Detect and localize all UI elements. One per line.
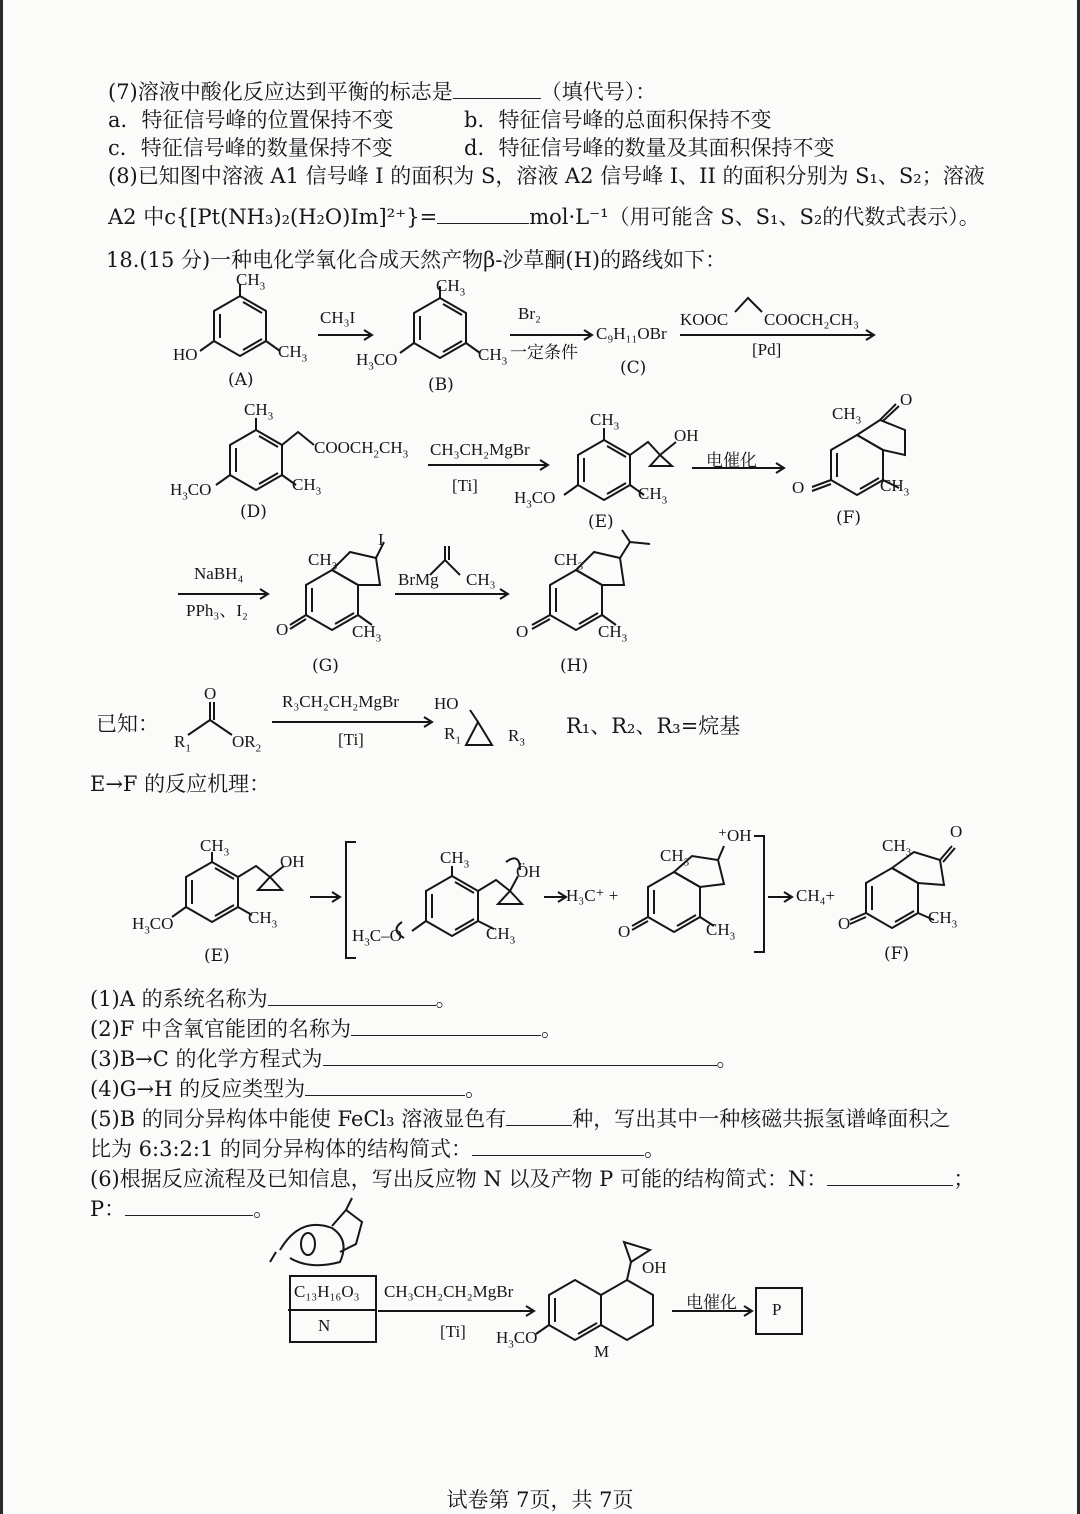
reagent-br2: Br₂ xyxy=(518,304,541,323)
known-cyclopropanol xyxy=(466,710,492,745)
n-formula: C₁₃H₁₆O₃ xyxy=(294,1282,360,1301)
known-ester xyxy=(188,702,232,735)
question-2: (2)F 中含氧官能团的名称为 。 xyxy=(90,1017,562,1041)
mechanism-title: E→F 的反应机理： xyxy=(90,772,271,796)
known-ti: [Ti] xyxy=(338,730,364,749)
known-note: R₁、R₂、R₃=烷基 xyxy=(566,714,741,738)
ch3-label: $CH_3$ xyxy=(660,846,690,869)
o-label: O xyxy=(204,684,217,703)
answer-blank-1[interactable] xyxy=(268,985,436,1006)
q17-8-expression: A2 中c{[Pt(NH₃)₂(H₂O)Im]²⁺}= xyxy=(108,205,438,229)
question-5-text: (5)B 的同分异构体中能使 FeCl₃ 溶液显色有 xyxy=(90,1107,507,1131)
q6-ti: [Ti] xyxy=(440,1322,466,1341)
reagent-condition: 一定条件 xyxy=(510,343,578,362)
ch3-label: $CH_3$ xyxy=(832,404,862,427)
ho-label: HO xyxy=(434,694,459,713)
reagent-pph3-i2: PPh₃、I₂ xyxy=(186,601,248,620)
reagent-nabh4: NaBH₄ xyxy=(194,564,244,583)
option-d: d．特征信号峰的数量及其面积保持不变 xyxy=(464,136,835,160)
label-h: (H) xyxy=(560,656,589,676)
h3co-label: $H_3CO$ xyxy=(496,1328,538,1351)
oh-label: OH xyxy=(642,1258,667,1277)
q18-title: 18.(15 分)一种电化学氧化合成天然产物β-沙草酮(H)的路线如下： xyxy=(106,248,727,272)
ch3-label: $CH_3$ xyxy=(244,400,274,423)
reagent-kooc: KOOC xyxy=(680,310,729,329)
h3co-label: $H_3CO$ xyxy=(170,480,212,503)
label-f: (F) xyxy=(836,508,862,528)
ch3-label: $CH_3$ xyxy=(278,342,308,365)
structure-a xyxy=(200,284,280,356)
structure-m xyxy=(536,1242,653,1340)
ch3-label: $CH_3$ xyxy=(440,848,470,871)
ch3-label: $CH_3$ xyxy=(486,924,516,947)
ch3-label: $CH_3$ xyxy=(292,475,322,498)
label-g: (G) xyxy=(312,656,339,676)
o-label: O xyxy=(516,622,529,641)
i-label: I xyxy=(378,530,384,549)
ch3-label: $CH_3$ xyxy=(598,622,628,645)
option-b: b．特征信号峰的总面积保持不变 xyxy=(464,108,772,132)
question-3: (3)B→C 的化学方程式为 。 xyxy=(90,1047,738,1071)
answer-blank-4[interactable] xyxy=(305,1075,465,1096)
cooch2ch3-label: $COOCH_2CH_3$ xyxy=(314,438,409,461)
question-6-text: (6)根据反应流程及已知信息，写出反应物 N 以及产物 P 可能的结构简式：N： xyxy=(90,1167,828,1191)
label-f-mech: (F) xyxy=(884,944,910,964)
ch3-label: $CH_3$ xyxy=(638,484,668,507)
question-6-line2: P： 。 xyxy=(90,1197,275,1221)
reagent-etmgbr: CH₃CH₂MgBr xyxy=(430,440,530,459)
methyl-cation: H₃C⁺ + xyxy=(566,886,619,905)
o-label: O xyxy=(950,822,963,841)
option-a: a．特征信号峰的位置保持不变 xyxy=(108,108,394,132)
answer-blank-6n[interactable] xyxy=(827,1165,953,1186)
question-4-text: (4)G→H 的反应类型为 xyxy=(90,1077,306,1101)
structure-h xyxy=(532,530,650,630)
question-2-text: (2)F 中含氧官能团的名称为 xyxy=(90,1017,351,1041)
h3co-label: $H_3CO$ xyxy=(356,350,398,373)
answer-blank-5b[interactable] xyxy=(472,1135,644,1156)
h3co-label: $H_3CO$ xyxy=(132,914,174,937)
r3-label: $R_3$ xyxy=(508,726,525,749)
reagent-ch3i: CH₃I xyxy=(320,308,356,327)
q17-7-text: (7)溶液中酸化反应达到平衡的标志是 xyxy=(108,80,453,104)
answer-blank-6p[interactable] xyxy=(125,1195,253,1216)
question-1: (1)A 的系统名称为 。 xyxy=(90,987,457,1011)
question-5-text-2: 种，写出其中一种核磁共振氢谱峰面积之 xyxy=(572,1107,951,1131)
compound-c-formula: C₉H₁₁OBr xyxy=(596,324,667,343)
ch3-label: $CH_3$ xyxy=(248,908,278,931)
question-5 xyxy=(90,1105,950,1133)
q17-8-tail: mol·L⁻¹（用可能含 S、S₁、S₂的代数式表示）。 xyxy=(529,205,980,229)
m-label: M xyxy=(594,1342,610,1361)
h3co-label: $H_3CO$ xyxy=(514,488,556,511)
oh-plus-label: ⁺OH xyxy=(718,826,752,845)
known-label: 已知： xyxy=(96,712,159,736)
reagent-electrocatalysis: 电催化 xyxy=(706,451,757,470)
o-label: O xyxy=(900,390,913,409)
sketch-doodle xyxy=(270,1198,362,1265)
ch3-label: $CH_3$ xyxy=(706,920,736,943)
or2-label: $OR_2$ xyxy=(232,732,262,755)
q17-8-line: (8)已知图中溶液 A1 信号峰 I 的面积为 S，溶液 A2 信号峰 I、II 的面积分别为 S₁、S₂；溶液 xyxy=(108,164,985,188)
ch3-label: $CH_3$ xyxy=(880,476,910,499)
reagent-ch3: CH₃ xyxy=(466,570,496,589)
ch3-label: $CH_3$ xyxy=(882,836,912,859)
r1-label: $R_1$ xyxy=(174,732,191,755)
methane: CH₄+ xyxy=(796,886,836,905)
r1-label: $R_1$ xyxy=(444,724,461,747)
o-label: O xyxy=(276,620,289,639)
ho-label: HO xyxy=(173,345,198,364)
ch3-label: $CH_3$ xyxy=(478,345,508,368)
reagent-ester: COOCH₂CH₃ xyxy=(764,310,859,329)
question-4: (4)G→H 的反应类型为 。 xyxy=(90,1077,487,1101)
h3c-o-label: $H_3C-O$ xyxy=(352,926,402,949)
label-e: (E) xyxy=(588,512,614,532)
ch3-label: $CH_3$ xyxy=(352,622,382,645)
answer-blank-5a[interactable] xyxy=(506,1105,572,1126)
ch3-label: $CH_3$ xyxy=(200,836,230,859)
p-label: P xyxy=(772,1300,782,1319)
q6-reagent: CH₃CH₂CH₂MgBr xyxy=(384,1282,514,1301)
question-3-text: (3)B→C 的化学方程式为 xyxy=(90,1047,323,1071)
q6-electro: 电催化 xyxy=(686,1293,737,1312)
question-6-p-text: P： xyxy=(90,1197,126,1221)
ch3-label: $CH_3$ xyxy=(590,410,620,433)
label-a: (A) xyxy=(228,370,254,390)
page-footer: 试卷第 7页，共 7页 xyxy=(446,1488,634,1512)
oh-label: OH xyxy=(674,426,699,445)
option-c: c．特征信号峰的数量保持不变 xyxy=(108,136,393,160)
question-6: (6)根据反应流程及已知信息，写出反应物 N 以及产物 P 可能的结构简式：N： ； xyxy=(90,1167,975,1191)
ch3-label: $CH_3$ xyxy=(928,908,958,931)
ch3-label: $CH_3$ xyxy=(236,270,266,293)
reagent-brmg: BrMg xyxy=(398,570,439,589)
oh-label: OH xyxy=(280,852,305,871)
label-d: (D) xyxy=(240,502,267,522)
question-1-text: (1)A 的系统名称为 xyxy=(90,987,268,1011)
reagent-pd: [Pd] xyxy=(752,340,782,359)
label-e-mech: (E) xyxy=(204,946,230,966)
n-label: N xyxy=(318,1316,331,1335)
ch3-label: $CH_3$ xyxy=(308,550,338,573)
label-b: (B) xyxy=(428,375,454,395)
o-label: O xyxy=(792,478,805,497)
known-reagent: R₃CH₂CH₂MgBr xyxy=(282,692,399,711)
label-c: (C) xyxy=(620,358,647,378)
ch3-label: $CH_3$ xyxy=(554,550,584,573)
q17-7-tail: （填代号）： xyxy=(540,80,657,104)
question-5-text-3: 比为 6:3:2:1 的同分异构体的结构简式： xyxy=(90,1137,473,1161)
o-label: O xyxy=(618,922,631,941)
reagent-ti: [Ti] xyxy=(452,476,478,495)
answer-blank-3[interactable] xyxy=(323,1045,717,1066)
oh-label: ÖH xyxy=(516,862,541,881)
ch3-label: $CH_3$ xyxy=(436,276,466,299)
question-5-line2: 比为 6:3:2:1 的同分异构体的结构简式： 。 xyxy=(90,1137,666,1161)
o-label: O xyxy=(838,914,851,933)
answer-blank-2[interactable] xyxy=(351,1015,541,1036)
